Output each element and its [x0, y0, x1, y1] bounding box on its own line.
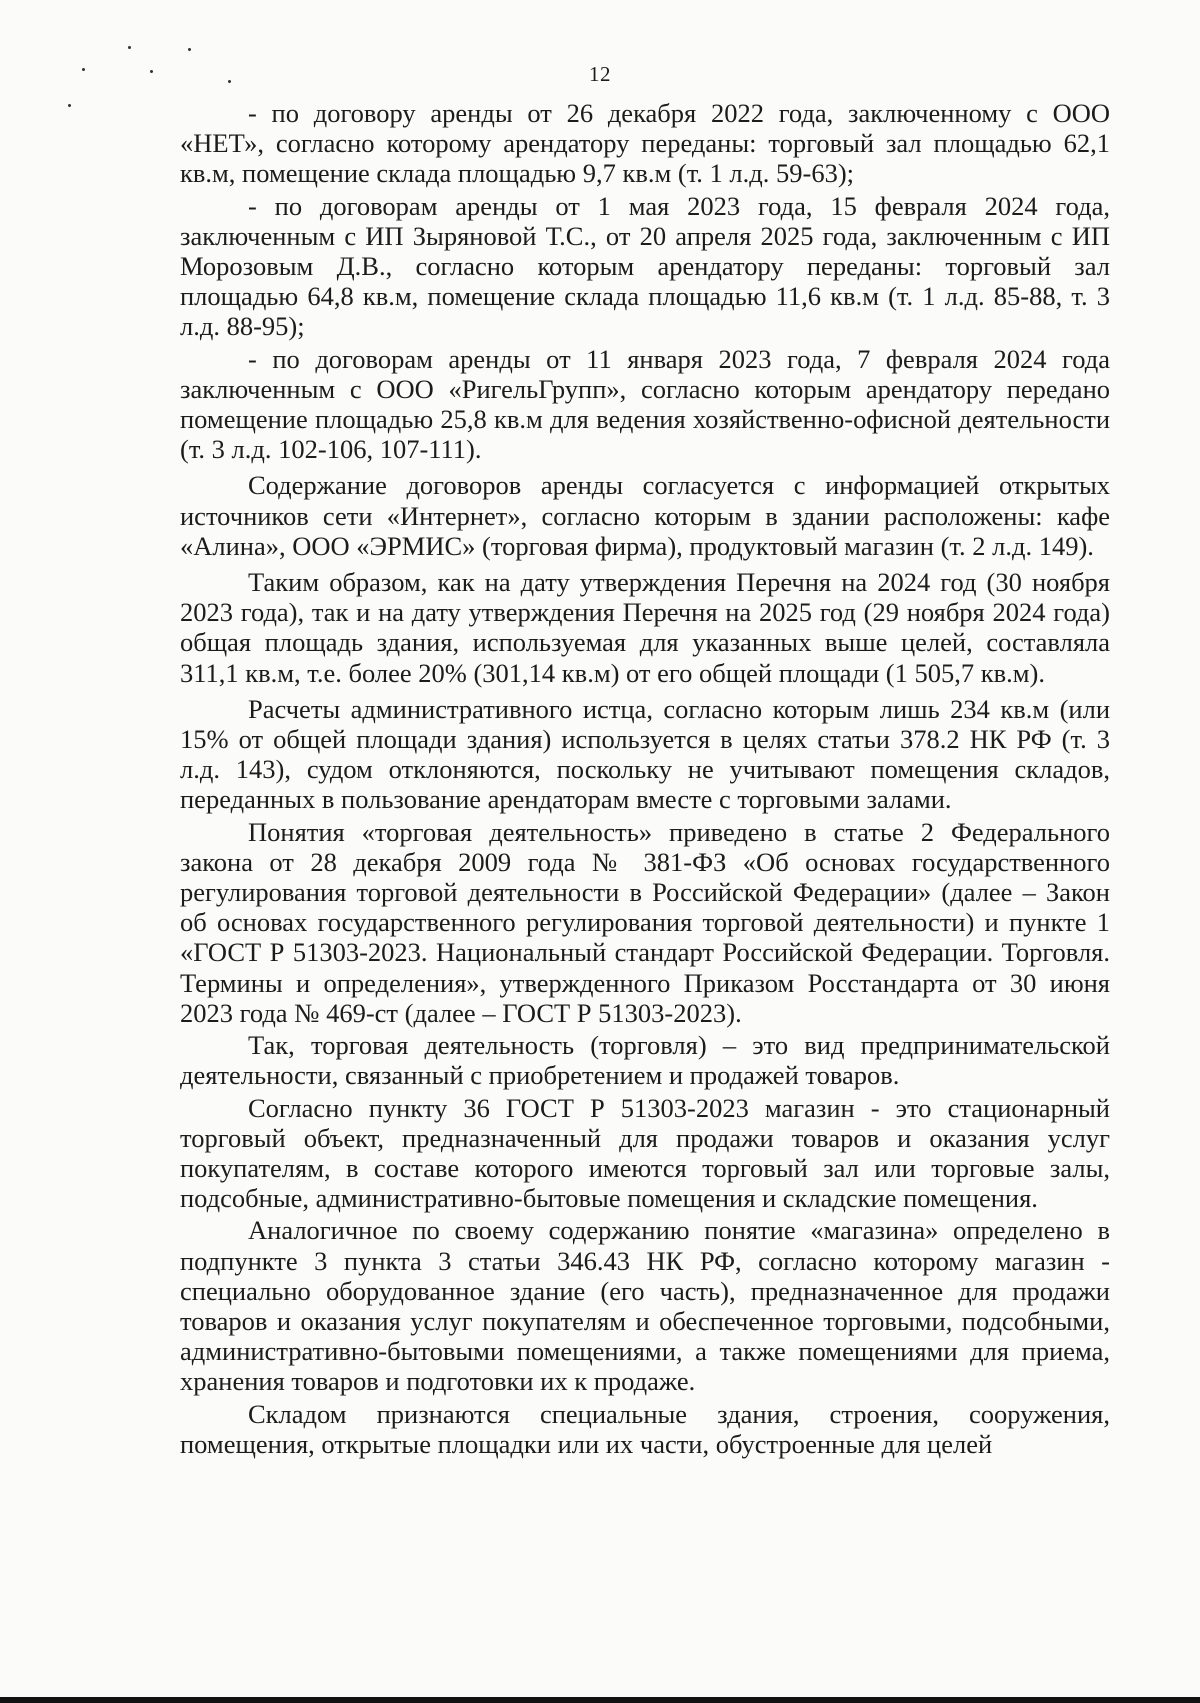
paragraph-store-tax-code: Аналогичное по своему содержанию понятие «магазина» определено в подпункте 3 пункта 3 статьи 346.43 НК РФ, согласно которому магазин - специально оборудованное здание (его часть), предназначенное для продажи товаров и оказания услуг покупателям и обеспеченное торговыми, подсобными, административно-бытовыми помещениями, а также помещениями для приема, хранения товаров и подготовки их к продаже. [180, 1215, 1110, 1397]
paragraph-internet-sources: Содержание договоров аренды согласуется с информацией открытых источников сети «Интернет», согласно которым в здании расположены: кафе «Алина», ООО «ЭРМИС» (торговая фирма), продуктовый магазин (т. 2 л.д. 149). [180, 470, 1110, 561]
paragraph-warehouse: Складом признаются специальные здания, строения, сооружения, помещения, открытые площадки или их части, обустроенные для целей [180, 1398, 1110, 1459]
page-number: 12 [589, 62, 611, 86]
scan-bottom-edge [0, 1697, 1200, 1703]
paragraph-trade-activity: Так, торговая деятельность (торговля) – это вид предпринимательской деятельности, связанный с приобретением и продажей товаров. [180, 1030, 1110, 1091]
paragraph-claimant-calc: Расчеты административного истца, согласно которым лишь 234 кв.м (или 15% от общей площади здания) используется в целях статьи 378.2 НК РФ (т. 3 л.д. 143), судом отклоняются, поскольку не учитывают помещения складов, переданных в пользование арендаторам вместе с торговыми залами. [180, 693, 1110, 815]
paragraph-total-area: Таким образом, как на дату утверждения Перечня на 2024 год (30 ноября 2023 года), так и на дату утверждения Перечня на 2025 год (29 ноября 2024 года) общая площадь здания, используемая для указанных выше целей, составляла 311,1 кв.м, т.е. более 20% (301,14 кв.м) от его общей площади (1 505,7 кв.м). [180, 567, 1110, 688]
paragraph-store-gost: Согласно пункту 36 ГОСТ Р 51303-2023 магазин - это стационарный торговый объект, предназначенный для продажи товаров и оказания услуг покупателям, в составе которого имеются торговый зал или торговые залы, подсобные, административно-бытовые помещения и складские помещения. [180, 1092, 1110, 1214]
paragraph-lease-rigel: - по договорам аренды от 11 января 2023 года, 7 февраля 2024 года заключенным с ООО «РигельГрупп», согласно которым арендатору передано помещение площадью 25,8 кв.м для ведения хозяйственно-офисной деятельности (т. 3 л.д. 102-106, 107-111). [180, 343, 1110, 465]
paragraph-lease-net: - по договору аренды от 26 декабря 2022 года, заключенному с ООО «НЕТ», согласно которому арендатору переданы: торговый зал площадью 62,1 кв.м, помещение склада площадью 9,7 кв.м (т. 1 л.д. 59-63); [180, 98, 1110, 189]
paragraph-lease-zyryanova: - по договорам аренды от 1 мая 2023 года, 15 февраля 2024 года, заключенным с ИП Зыряновой Т.С., от 20 апреля 2025 года, заключенным с ИП Морозовым Д.В., согласно которым арендатору переданы: торговый зал площадью 64,8 кв.м, помещение склада площадью 11,6 кв.м (т. 1 л.д. 85-88, т. 3 л.д. 88-95); [180, 190, 1110, 342]
paragraph-trade-definition: Понятия «торговая деятельность» приведено в статье 2 Федерального закона от 28 декабря 2009 года № 381-ФЗ «Об основах государственного регулирования торговой деятельности в Российской Федерации» (далее – Закон об основах государственного регулирования торговой деятельности) и пункте 1 «ГОСТ Р 51303-2023. Национальный стандарт Российской Федерации. Торговля. Термины и определения», утвержденного Приказом Росстандарта от 30 июня 2023 года № 469-ст (далее – ГОСТ Р 51303-2023). [180, 816, 1110, 1028]
document-body [180, 98, 1110, 1461]
